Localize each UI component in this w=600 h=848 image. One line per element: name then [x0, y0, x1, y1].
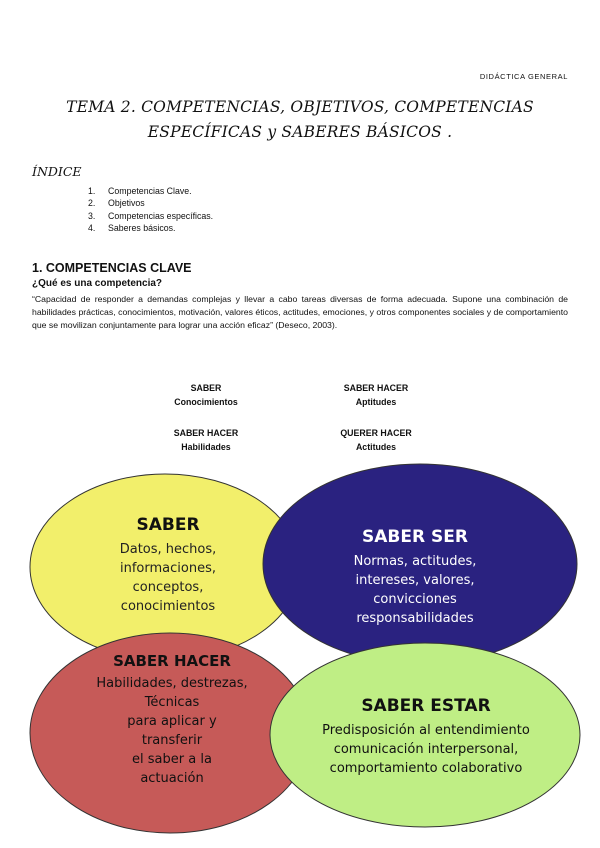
document-header-label: DIDÁCTICA GENERAL — [479, 72, 568, 81]
saber-hacer-line: actuación — [140, 771, 204, 786]
saber-line: conocimientos — [120, 599, 216, 614]
title-line-1: TEMA 2. COMPETENCIAS, OBJETIVOS, COMPETENCIAS — [66, 98, 534, 116]
saber-estar-line: Predisposición al entendimiento — [322, 723, 530, 738]
definition-quote: “Capacidad de responder a demandas complejas y llevar a cabo tareas diversas de forma adecuada. Supone una combinación de habilidades prácticas, conocimientos, motivación, valores éticos, actitudes, emociones, y otros componentes sociales y de comportamiento que se movilizan conjuntamente para lograr una acción eficaz” (Deseco, 2003). — [32, 294, 568, 331]
saber-line: informaciones, — [120, 561, 216, 576]
saber-hacer-line: para aplicar y — [127, 714, 217, 729]
index-heading: ÍNDICE — [32, 164, 82, 179]
saber-ser-line: Normas, actitudes, — [353, 554, 477, 569]
saber-estar-line: comportamiento colaborativo — [329, 761, 523, 776]
grid-cell-querer-hacer: QUERER HACER Actitudes — [340, 428, 412, 452]
saber-estar-title: SABER ESTAR — [361, 696, 491, 716]
saber-ser-title: SABER SER — [362, 527, 468, 547]
saber-hacer-line: Habilidades, destrezas, — [96, 676, 248, 691]
index-item: 2. Objetivos — [88, 198, 145, 209]
index-item: 4. Saberes básicos. — [88, 222, 176, 233]
saber-hacer-line: transferir — [141, 733, 203, 748]
saber-ser-line: intereses, valores, — [355, 573, 475, 588]
saber-ser-line: responsabilidades — [356, 611, 474, 626]
saber-ser-line: convicciones — [373, 592, 457, 607]
saber-estar-line: comunicación interpersonal, — [333, 742, 519, 757]
saber-hacer-title: SABER HACER — [113, 652, 231, 670]
saber-line: conceptos, — [132, 580, 204, 595]
section-heading: 1. COMPETENCIAS CLAVE — [32, 261, 192, 275]
index-item: 1. Competencias Clave. — [88, 186, 192, 196]
saber-hacer-line: el saber a la — [132, 752, 212, 767]
saber-line: Datos, hechos, — [119, 542, 217, 557]
index-item: 3. Competencias específicas. — [88, 210, 214, 221]
title-line-2: ESPECÍFICAS y SABERES BÁSICOS . — [147, 123, 453, 141]
grid-cell-saber-hacer-habilidades: SABER HACER Habilidades — [173, 428, 239, 452]
grid-cell-saber: SABER Conocimientos — [174, 383, 238, 407]
saber-hacer-line: Técnicas — [144, 695, 200, 710]
saber-title: SABER — [136, 515, 200, 535]
section-question: ¿Qué es una competencia? — [32, 278, 163, 289]
grid-cell-saber-hacer-aptitudes: SABER HACER Aptitudes — [343, 383, 409, 407]
